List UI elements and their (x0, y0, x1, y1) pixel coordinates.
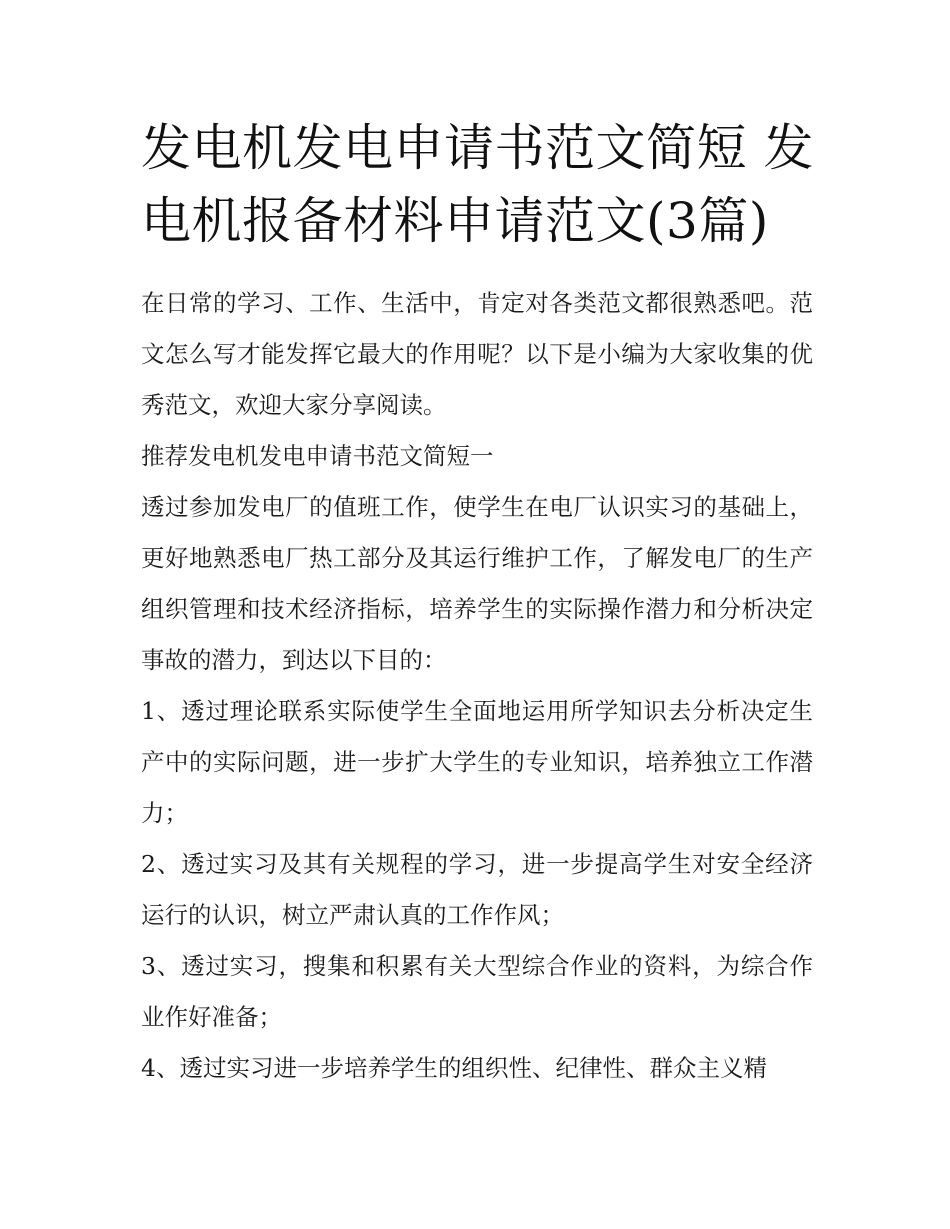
body-paragraph: 透过参加发电厂的值班工作，使学生在电厂认识实习的基础上，更好地熟悉电厂热工部分及其运行维护工作，了解发电厂的生产组织管理和技术经济指标，培养学生的实际操作潜力和分析决定事故的潜力，到达以下目的： (141, 493, 813, 674)
list-item-1: 1、透过理论联系实际使学生全面地运用所学知识去分析决定生产中的实际问题，进一步扩大学生的专业知识，培养独立工作潜力； (141, 697, 813, 827)
document-title: 发电机发电申请书范文简短 发电机报备材料申请范文(3篇) (141, 119, 814, 250)
section-heading: 推荐发电机发电申请书范文简短一 (141, 442, 494, 470)
list-item-4: 4、透过实习进一步培养学生的组织性、纪律性、群众主义精 (141, 1054, 767, 1082)
intro-paragraph: 在日常的学习、工作、生活中，肯定对各类范文都很熟悉吧。范文怎么写才能发挥它最大的作用呢？以下是小编为大家收集的优秀范文，欢迎大家分享阅读。 (141, 289, 813, 419)
list-item-2: 2、透过实习及其有关规程的学习，进一步提高学生对安全经济运行的认识，树立严肃认真的工作作风； (141, 850, 813, 929)
document-body (141, 278, 813, 1094)
list-item-3: 3、透过实习，搜集和积累有关大型综合作业的资料，为综合作业作好准备； (141, 952, 813, 1031)
